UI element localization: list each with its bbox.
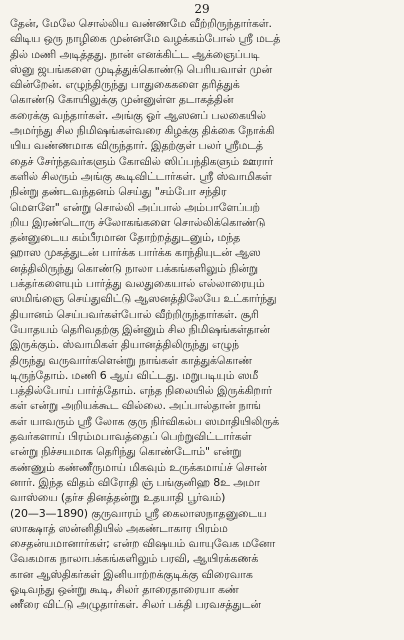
text-line: றிய இரண்டொரு ச்லோகங்களை சொல்லிக்கொண்டு <box>10 215 266 229</box>
text-line: தியானம் செய்பவர்கள்போல் வீற்றிருந்தார்கள். சூரி <box>10 307 259 321</box>
text-line: ஓடிவந்து ஒன்று கூடி, சிலர் தாரைதாரையா கண் <box>10 582 239 596</box>
text-line: இருக்கும். ஸ்வாமிகள் தியானத்திலிருந்து எழுந் <box>10 338 239 352</box>
text-line: விடிய ஒரு நாழிகை முன்னமே வழக்கம்போல் ஸ்ரீ மடத் <box>10 32 281 46</box>
text-line: என்று நிச்சயமாக தெரிந்து கொண்டோம்" என்று <box>10 445 242 459</box>
text-line: களில் சிலரும் அங்கு கூடிவிட்டார்கள். ஸ்ரீ ஸ்வாமிகள் <box>10 169 272 183</box>
text-line: ணீரை விட்டு அழுதார்கள். சிலர் பக்தி பரவசத்துடன் <box>10 598 261 612</box>
text-line: தன்னுடைய கம்பீரமான தோற்றத்துடனும், மந்த <box>10 231 241 245</box>
text-line: கொண்டு கோயிலுக்கு முன்னுள்ள தடாகத்தின் <box>10 93 234 107</box>
text-line: கண்ணும் கண்ணீருமாய் மிகவும் உருக்கமாய்ச் சொன் <box>10 460 267 474</box>
text-line: ஹாஸ முகத்துடன் பார்க்க பார்க்க காந்தியுடன் ஆஸ <box>10 246 261 260</box>
body-text <box>10 16 394 634</box>
text-line: னார். இந்த விதம் விரோதி ஞ் பங்குனிஹ 8உ அமா <box>10 475 260 489</box>
page-number: 29 <box>194 2 210 16</box>
text-line: யோதயம் தெரிவதற்கு இன்னும் சில நிமிஷங்கள்தான் <box>10 322 270 336</box>
text-line: டிருந்தோம். மணி 6 ஆய் விட்டது. மறுபடியும் ஸமீ <box>10 368 259 382</box>
text-line: வேகமாக நாலாபக்கங்களிலும் பரவி, ஆயிரக்கணக் <box>10 552 259 566</box>
text-line: கள் என்று அறியக்கூட வில்லை. அப்பால்தான் நாங் <box>10 399 261 413</box>
text-line: நின்று தண்டவந்தனம் செய்து "சம்போ சந்திர <box>10 185 227 199</box>
text-line: யிய வண்ணமாக விருந்தார். இதற்குள் பலர் ஸ்ரீமடத் <box>10 139 263 153</box>
text-line: கள் யாவரும் ஸ்ரீ லோக குரு நிர்விகல்ப ஸமாதியிலிருக் <box>10 414 280 428</box>
text-line: ஸாக்ஷாத் ஸன்னிதியில் அகண்டாகார பிரம்ம <box>10 521 228 535</box>
text-line: மௌளே" என்று சொல்லி அப்பால் அம்பாளேப்பற் <box>10 200 260 214</box>
text-line: கரைக்கு வந்தார்கள். அங்கு ஓர் ஆஸனப் பலகையில் <box>10 108 266 122</box>
text-line: திருந்து வருவார்களென்று நாங்கள் காத்துக்கொண் <box>10 353 252 367</box>
text-line: தில் மணி அடித்தது. நான் எனக்கிட்ட ஆக்ஞைப்படி <box>10 47 260 61</box>
text-line: (20—3—1890) குருவாரம் ஸ்ரீ கைலாஸநாதனுடைய <box>10 506 267 520</box>
text-line: வின்றேன். எழுந்திருந்து பாதுகைகளை தரித்துக் <box>10 78 240 92</box>
text-line: கான ஆஸ்திகர்கள் இனியாற்றக்குடிக்கு விரைவாக <box>10 567 253 581</box>
text-line: பக்தர்களையும் பார்த்து வலதுகையால் எல்லாரையும் <box>10 277 265 291</box>
text-line: ஸ்னு ஜபங்களை முடித்துக்கொண்டு பெரியவாள் முன் <box>10 62 273 76</box>
text-line: சைதன்யமானார்கள்; என்ற விஷயம் வாயுவேக மனோ <box>10 537 276 551</box>
text-line: ஸமிங்ஞை செய்துவிட்டு ஆஸனத்திலேயே உட்கார்ந்து <box>10 292 277 306</box>
text-line: தேன், மேலே சொல்லிய வண்ணமே வீற்றிருந்தார்கள். <box>10 17 272 30</box>
text-line: தவர்களாய் பிரம்மபாவத்தைப் பெற்றுவிட்டார்கள் <box>10 430 252 444</box>
text-line: னத்திலிருந்து கொண்டு நாலா பக்கங்களிலும் நின்று <box>10 261 258 275</box>
text-line: தைச் சேர்ந்தவர்களும் கோவில் ஸிப்பந்திகளும் ஊரார் <box>10 154 274 168</box>
text-line: பத்தில்போய் பார்த்தோம். எந்த நிலையில் இருக்கிறார் <box>10 384 273 398</box>
text-line: அமர்ந்து சில நிமிஷங்கள்வரை கிழக்கு திக்கை நோக்கி <box>10 124 275 138</box>
text-line: வாஸ்யை (தர்ச தினத்தன்று உதயாதி பூர்வம்) <box>10 491 226 505</box>
